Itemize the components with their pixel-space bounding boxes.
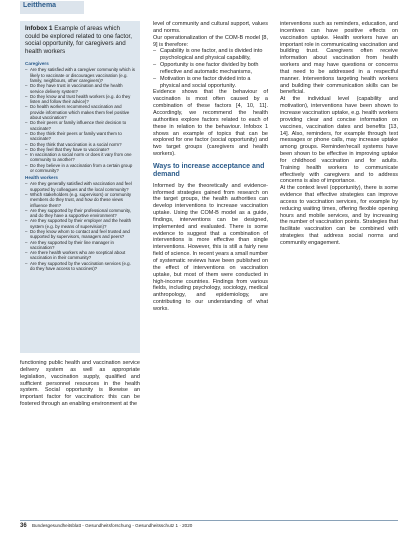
list-item: – Are they supported by the vaccination services (e.g. do they have access to vaccines)? (25, 261, 135, 272)
paragraph: At the context level (opportunity), there is some evidence that effective strategies can improve access to vaccination services, for example by reducing waiting times, offering flexible opening hours and mobile services, and by increasing the number of vaccination points. Strategies that facilitate vaccination can be combined with strategies that address social norms and community engagement. (280, 185, 398, 246)
infobox-number: Infobox 1 (25, 25, 53, 32)
list-item: – Motivation is one factor divided into a physical and social opportunity. (153, 76, 268, 90)
left-column-text (20, 360, 140, 408)
infobox-title-text: Example of areas which could be explored related to one factor, social opportunity, for caregivers and health workers (25, 25, 132, 55)
list-item: – Are they supported by their employer and the health system (e.g. by means of supervision)? (25, 218, 135, 229)
list-item: – Opportunity is one factor divided by both reflective and automatic mechanisms, (153, 62, 268, 76)
paragraph: At the individual level (capability and motivation), interventions have been shown to increase vaccination uptake, e.g. health workers providing clear and concise information on vaccines, vaccination dates and benefits [13, 14]. Also, reminders, for example through text messages or phone calls, may increase uptake among groups. Reminder/recall systems have been shown to be effective in improving uptake for childhood vaccination and for adults. Training health workers to communicate effectively with caregivers and to address concerns is also of importance. (280, 96, 398, 185)
list-item: – Are they satisfied with a caregiver community which is likely to vaccinate or discourages vaccination (e.g. family, neighbours, other caregivers)? (25, 67, 135, 83)
list-item: – Do they believe in a vaccination from a certain group or community? (25, 163, 135, 174)
page-number: 36 (20, 523, 27, 529)
paragraph: Evidence shows that the behaviour of vaccination is most often caused by a combination of these factors [4, 10, 11]. Accordingly, we recommend the health authorities explore factors related to each of these in relation to the behaviour. Infobox 1 shows an example of topics that can be explored for one factor (social opportunity) and two target groups (caregivers and health workers). (153, 89, 268, 158)
list-item: – Are they supported by their professional community, and do they have a supportive environment? (25, 208, 135, 219)
list-item: – Do they think that vaccination is a social norm? (25, 142, 135, 147)
middle-column (153, 21, 268, 313)
paragraph: Our operationalization of the COM-B model [8, 9] is therefore: (153, 34, 268, 48)
right-column (280, 21, 398, 247)
section-tab-label: Leitthema (23, 2, 57, 9)
paragraph: interventions such as reminders, education, and incentives can have positive effects on vaccination uptake. Health workers have an important role in communicating vaccination and building trust. Caregivers often receive information about vaccination from health workers and may have questions or concerns that need to be addressed in a respectful manner. Interventions targeting health workers and building their communication skills can be beneficial. (280, 21, 398, 96)
list-item: – Do their peers or family influence their decision to vaccinate? (25, 120, 135, 131)
caregivers-list (25, 67, 135, 173)
list-item: – Are they supported by their line manager in vaccination? (25, 240, 135, 251)
section-heading: Ways to increase acceptance and demand (153, 162, 265, 179)
paragraph: Informed by the theoretically and evidence-informed strategies gained from research on the target groups, the health authorities can develop interventions to increase vaccination uptake. Using the COM-B model as a guide, findings, interventions can be designed, implemented and evaluated. There is some evidence to suggest that a combination of interventions is more effective than single interventions. However, this is still a fairly new field of science. In recent years a small number of systematic reviews have been published on the effect of interventions on vaccination uptake, but most of them were conducted in high-income countries. Findings from various fields, including psychology, sociology, medical anthropology, and epidemiology, are contributing to our understanding of what works. (153, 182, 268, 312)
list-item: – Do health workers recommend vaccination and provide information which makes them feel positive about vaccination? (25, 104, 135, 120)
list-item: – Do they know and trust health workers (e.g. do they listen and follow their advice)? (25, 94, 135, 105)
journal-citation: Bundesgesundheitsblatt - Gesundheitsforschung - Gesundheitsschutz 1 · 2020 (31, 523, 193, 528)
footer-divider (20, 520, 398, 521)
health-workers-list (25, 181, 135, 271)
infobox-title (25, 25, 135, 55)
paragraph: level of community and cultural support, values and norms. (153, 21, 268, 34)
model-list (153, 48, 268, 89)
list-item: – In vaccination a social norm or does it vary from one community to another? (25, 152, 135, 163)
list-item: – Are they generally satisfied with vaccination and feel supported by colleagues and the local community? (25, 181, 135, 192)
caregivers-heading: Caregivers (25, 61, 49, 67)
list-item: – Do they feel that they have to vaccinate? (25, 147, 135, 152)
list-item: – Do they have trust in vaccination and the health service delivery system? (25, 83, 135, 94)
list-item: – Which stakeholders (e.g. supervisors) or community members do they trust, and how do these views influence them? (25, 192, 135, 208)
paragraph: functioning public health and vaccination service delivery system as well as appropriate legislation, vaccination supply, qualified and sufficient personnel resources in the health system. Social opportunity is likewise an important factor for vaccination: this can be fostered through an enabling environment at the (20, 360, 140, 408)
list-item: – Do they think their peers or family want them to vaccinate? (25, 131, 135, 142)
list-item: – Capability is one factor, and is divided into psychological and physical capability, (153, 48, 268, 62)
header-bar (0, 0, 413, 14)
list-item: – Are there health workers who are sceptical about vaccination in their community? (25, 250, 135, 261)
footer (20, 523, 192, 529)
list-item: – Do they know whom to contact and feel trusted and supported by supervisors, managers and peers? (25, 229, 135, 240)
section-tab (20, 1, 84, 14)
infobox (20, 21, 140, 353)
health-workers-heading: Health workers (25, 175, 58, 181)
